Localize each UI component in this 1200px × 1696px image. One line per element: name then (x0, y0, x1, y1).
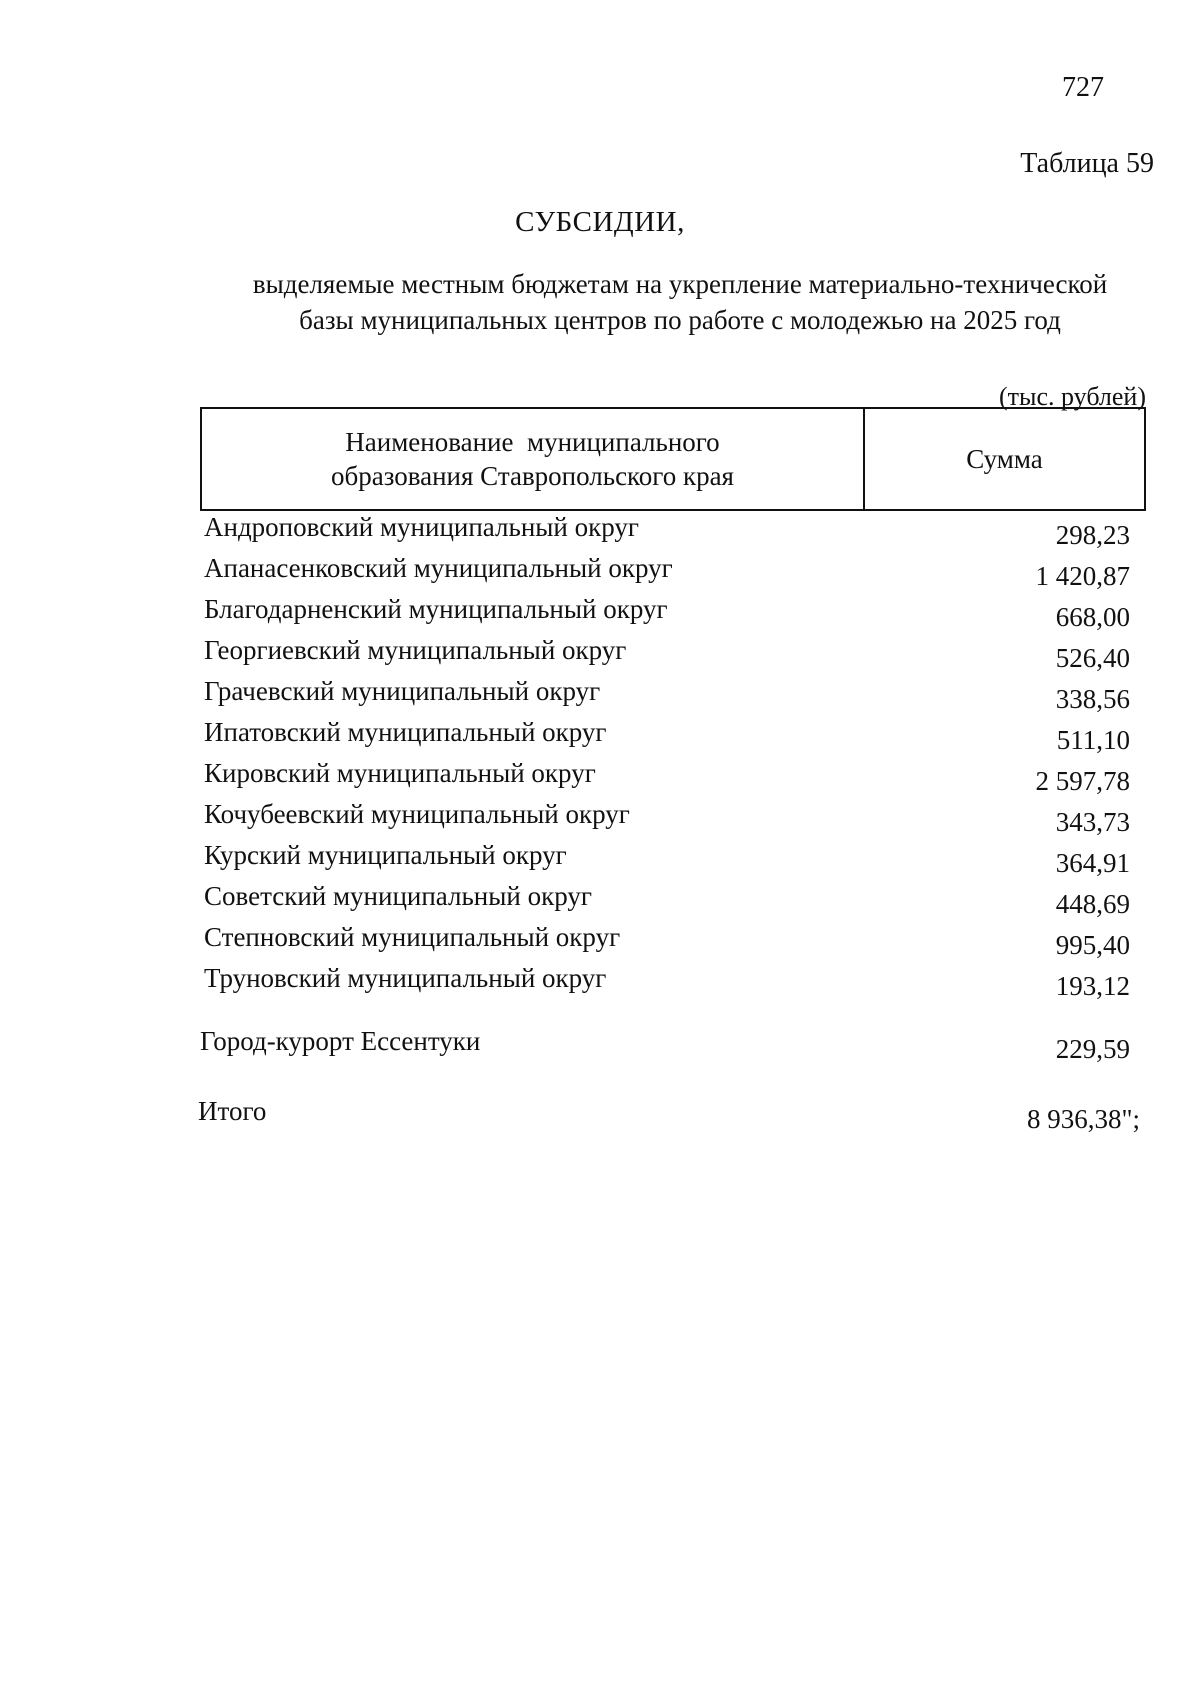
row-name: Курский муниципальный округ (204, 840, 567, 870)
table-row (200, 715, 1146, 756)
document-title: СУБСИДИИ, (515, 206, 685, 238)
row-name: Кочубеевский муниципальный округ (204, 799, 630, 829)
row-name: Советский муниципальный округ (204, 881, 592, 911)
row-value: 995,40 (1055, 930, 1130, 960)
table-row (200, 592, 1146, 633)
row-name: Андроповский муниципальный округ (204, 512, 639, 542)
table-row (200, 551, 1146, 592)
subtitle-line-1: выделяемые местным бюджетам на укрепление материально-технической (252, 269, 1108, 299)
row-value: 2 597,78 (1035, 766, 1130, 796)
row-name: Степновский муниципальный округ (204, 922, 621, 952)
table-row (200, 797, 1146, 838)
total-value: 8 936,38"; (1026, 1104, 1140, 1134)
row-value: 1 420,87 (1035, 561, 1130, 591)
row-value: 364,91 (1055, 848, 1130, 878)
row-value: 526,40 (1055, 643, 1130, 673)
row-name: Благодарненский муниципальный округ (204, 594, 668, 624)
row-value: 343,73 (1055, 807, 1130, 837)
table-row (200, 961, 1146, 1002)
row-value: 193,12 (1055, 971, 1130, 1001)
table-row (200, 879, 1146, 920)
table-body (200, 510, 1146, 1002)
header-name-line-2: образования Ставропольского края (331, 461, 734, 491)
row-name: Грачевский муниципальный округ (204, 676, 601, 706)
table-row (200, 838, 1146, 879)
row-value: 298,23 (1055, 520, 1130, 550)
table-row (200, 510, 1146, 551)
total-row (200, 1092, 1146, 1142)
table-label: Таблица 59 (1020, 148, 1154, 179)
page-number: 727 (1062, 72, 1104, 103)
row-value: 511,10 (1056, 725, 1130, 755)
subtitle-line-2: базы муниципальных центров по работе с молодежью на 2025 год (299, 305, 1061, 335)
row-value: 668,00 (1055, 602, 1130, 632)
row-value: 448,69 (1055, 889, 1130, 919)
total-label: Итого (198, 1096, 267, 1126)
row-name: Труновский муниципальный округ (204, 963, 607, 993)
city-row (200, 1022, 1146, 1072)
row-name: Апанасенковский муниципальный округ (204, 553, 673, 583)
table-row (200, 633, 1146, 674)
table-header (200, 407, 1146, 511)
table-row (200, 920, 1146, 961)
table-row (200, 674, 1146, 715)
units-label: (тыс. рублей) (998, 382, 1146, 411)
row-name: Ипатовский муниципальный округ (204, 717, 607, 747)
document-subtitle (200, 266, 1160, 338)
row-name: Георгиевский муниципальный округ (204, 635, 627, 665)
header-sum-column: Сумма (966, 443, 1043, 474)
city-value: 229,59 (1055, 1034, 1130, 1064)
city-name: Город-курорт Ессентуки (200, 1026, 481, 1056)
header-name-line-1: Наименование муниципального (345, 427, 720, 457)
header-name-column (202, 409, 865, 509)
row-name: Кировский муниципальный округ (204, 758, 596, 788)
table-row (200, 756, 1146, 797)
row-value: 338,56 (1055, 684, 1130, 714)
